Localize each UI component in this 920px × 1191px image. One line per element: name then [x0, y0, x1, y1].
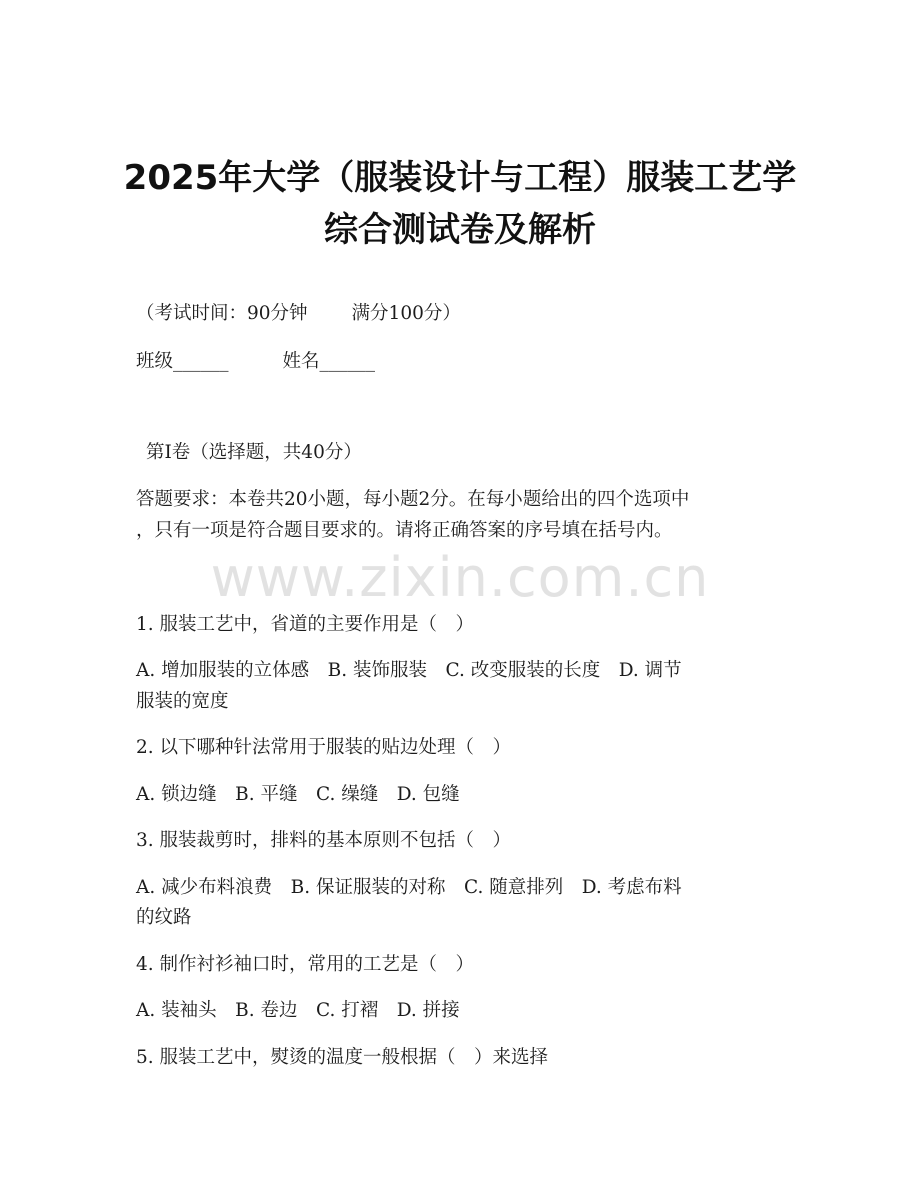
exam-full-score: 满分100分） — [351, 303, 461, 324]
exam-info — [136, 301, 461, 327]
exam-time: （考试时间：90分钟 — [136, 303, 308, 324]
question-5-stem: 5. 服装工艺中，熨烫的温度一般根据（ ）来选择 — [136, 1047, 549, 1068]
question-3-options-line-2: 的纹路 — [136, 907, 192, 928]
question-4-stem: 4. 制作衬衫袖口时，常用的工艺是（ ） — [136, 954, 475, 975]
section-heading: 第I卷（选择题，共40分） — [146, 442, 362, 463]
question-1-options-line-1: A. 增加服装的立体感 B. 装饰服装 C. 改变服装的长度 D. 调节 — [136, 660, 682, 681]
question-2-options: A. 锁边缝 B. 平缝 C. 缲缝 D. 包缝 — [136, 784, 460, 805]
instructions-line-1: 答题要求：本卷共20小题，每小题2分。在每小题给出的四个选项中 — [136, 489, 690, 510]
question-1-options-line-2: 服装的宽度 — [136, 691, 229, 712]
instructions-line-2: ，只有一项是符合题目要求的。请将正确答案的序号填在括号内。 — [136, 520, 673, 541]
exam-title-line-2: 综合测试卷及解析 — [324, 210, 596, 250]
exam-title-line-1: 2025年大学（服装设计与工程）服装工艺学 — [123, 158, 797, 198]
question-1-stem: 1. 服装工艺中，省道的主要作用是（ ） — [136, 614, 475, 635]
question-4-options: A. 装袖头 B. 卷边 C. 打褶 D. 拼接 — [136, 1000, 460, 1021]
student-fields — [136, 349, 375, 375]
site-watermark: www.zixin.com.cn — [210, 546, 710, 609]
class-field-label: 班级______ — [136, 351, 229, 372]
question-3-options-line-1: A. 减少布料浪费 B. 保证服装的对称 C. 随意排列 D. 考虑布料 — [136, 877, 682, 898]
name-field-label: 姓名______ — [282, 351, 376, 372]
question-2-stem: 2. 以下哪种针法常用于服装的贴边处理（ ） — [136, 737, 512, 758]
question-3-stem: 3. 服装裁剪时，排料的基本原则不包括（ ） — [136, 830, 512, 851]
